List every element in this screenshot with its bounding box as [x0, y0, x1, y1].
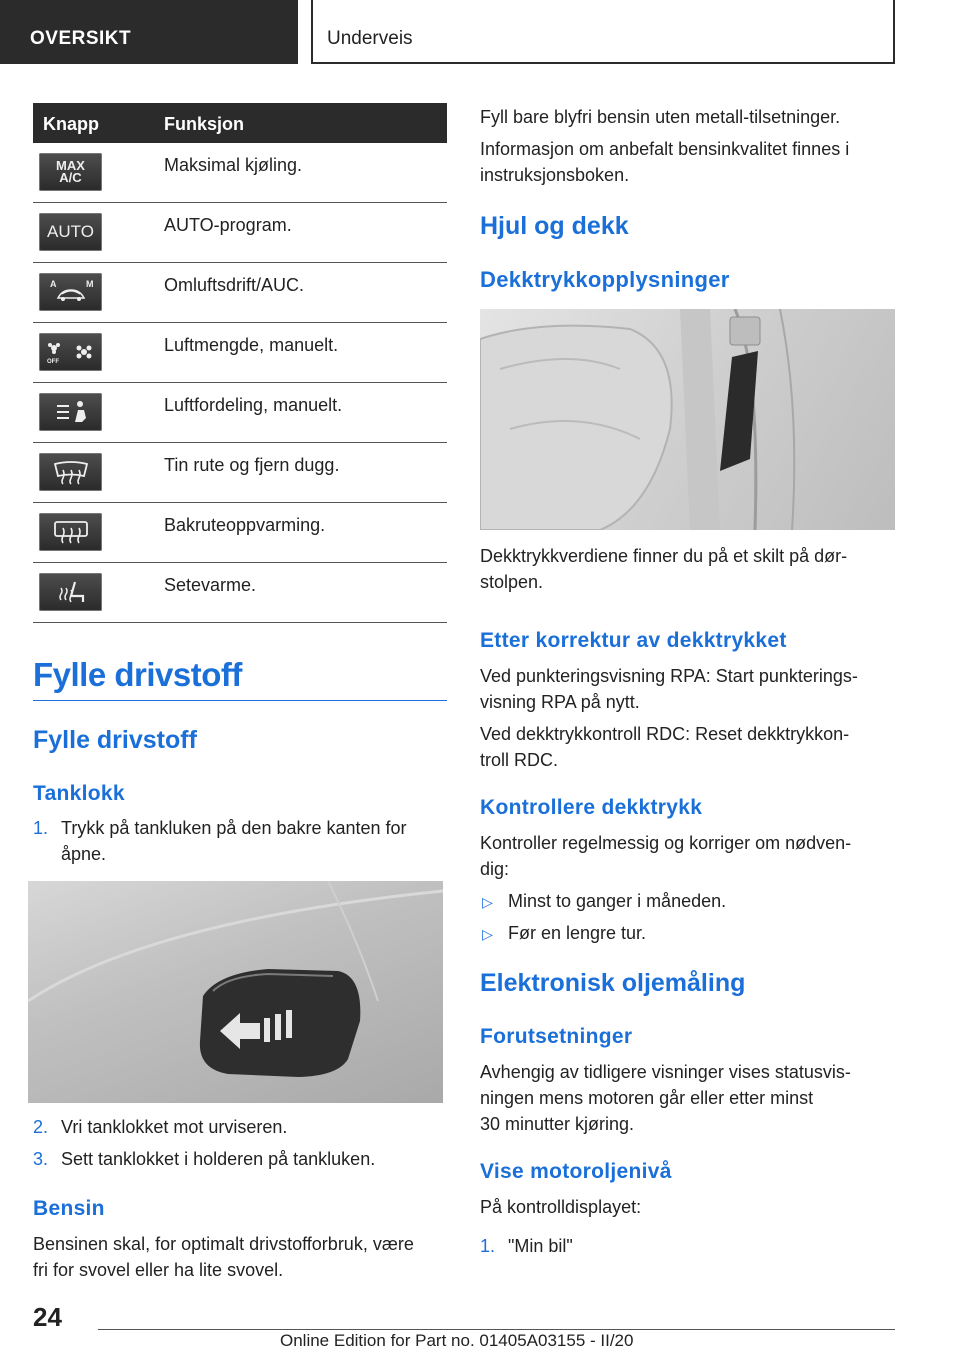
rpa-paragraph-line: Ved punkteringsvisning RPA: Start punkterings- — [480, 666, 858, 686]
step-number: 1. — [480, 1236, 496, 1256]
heading-bensin: Bensin — [33, 1197, 105, 1220]
step-number: 1. — [33, 818, 49, 838]
forutsetninger-paragraph-line: Avhengig av tidligere visninger vises statusvis- — [480, 1062, 851, 1082]
table-row — [33, 563, 447, 623]
bensin-paragraph-line: Bensinen skal, for optimalt drivstofforbruk, være — [33, 1234, 414, 1254]
step-number: 3. — [33, 1149, 49, 1169]
list-item — [480, 888, 895, 914]
list-item — [480, 920, 895, 946]
table-cell-function: AUTO-program. — [164, 215, 292, 235]
table-row — [33, 263, 447, 323]
chapter-tab-underveis[interactable]: Underveis — [311, 0, 895, 64]
list-item — [480, 1233, 895, 1259]
fan-speed-button-icon — [39, 333, 102, 371]
table-cell-function: Maksimal kjøling. — [164, 155, 303, 175]
heading-kontrollere-dekktrykk: Kontrollere dekktrykk — [480, 796, 703, 819]
bullet-text: Før en lengre tur. — [508, 923, 647, 943]
column-header-function: Funksjon — [164, 114, 244, 134]
heading-forutsetninger: Forutsetninger — [480, 1025, 633, 1048]
table-row — [33, 443, 447, 503]
paragraph-fuel-info-line: instruksjonsboken. — [480, 165, 630, 185]
recirculation-button-icon — [39, 273, 102, 311]
heading-vise-motoroljeniva: Vise motoroljenivå — [480, 1160, 672, 1183]
fuel-flap-illustration — [28, 881, 443, 1103]
svg-text:OFF: OFF — [46, 359, 59, 365]
chapter-title: Fylle drivstoff — [33, 656, 242, 693]
bullet-triangle-icon: ▷ — [482, 926, 493, 942]
auto-button-icon: AUTO — [39, 213, 102, 251]
step-text: "Min bil" — [508, 1236, 573, 1256]
table-row — [33, 503, 447, 563]
step-number: 2. — [33, 1117, 49, 1137]
column-header-button: Knapp — [43, 114, 99, 134]
rdc-paragraph-line: Ved dekktrykkontroll RDC: Reset dekktrykkon- — [480, 724, 850, 744]
svg-text:A: A — [49, 279, 56, 289]
table-row — [33, 203, 447, 263]
rpa-paragraph-line: visning RPA på nytt. — [480, 692, 640, 712]
air-distribution-button-icon — [39, 393, 102, 431]
forutsetninger-paragraph-line: 30 minutter kjøring. — [480, 1114, 635, 1134]
table-header — [33, 103, 447, 143]
footer-divider — [98, 1329, 895, 1330]
table-row — [33, 323, 447, 383]
table-cell-function: Luftfordeling, manuelt. — [164, 395, 343, 415]
step-text: Sett tanklokket i holderen på tankluken. — [61, 1149, 376, 1169]
section-heading-elektronisk-oljemaling: Elektronisk oljemåling — [480, 969, 746, 997]
heading-etter-korrektur: Etter korrektur av dekktrykket — [480, 629, 787, 652]
list-item — [33, 815, 447, 867]
bensin-paragraph-line: fri for svovel eller ha lite svovel. — [33, 1260, 284, 1280]
windshield-defrost-button-icon — [39, 453, 102, 491]
table-row — [33, 383, 447, 443]
kontrollere-paragraph-line: dig: — [480, 859, 510, 879]
bullet-text: Minst to ganger i måneden. — [508, 891, 727, 911]
forutsetninger-paragraph-line: ningen mens motoren går eller etter minst — [480, 1088, 814, 1108]
table-cell-function: Setevarme. — [164, 575, 257, 595]
svg-text:M: M — [85, 279, 93, 289]
heading-dekktrykkopplysninger: Dekktrykkopplysninger — [480, 267, 730, 292]
section-heading-fylle-drivstoff: Fylle drivstoff — [33, 726, 197, 754]
rear-window-defrost-button-icon — [39, 513, 102, 551]
section-tab-oversikt[interactable]: OVERSIKT — [0, 0, 298, 64]
table-cell-function: Luftmengde, manuelt. — [164, 335, 339, 355]
door-pillar-tire-label-illustration — [480, 309, 895, 530]
step-text: Trykk på tankluken på den bakre kanten for — [61, 818, 407, 838]
table-cell-function: Bakruteoppvarming. — [164, 515, 326, 535]
table-cell-function: Omluftsdrift/AUC. — [164, 275, 305, 295]
list-item — [33, 1146, 447, 1172]
paragraph-unleaded-fuel: Fyll bare blyfri bensin uten metall-tilsetninger. — [480, 107, 841, 127]
heading-tanklokk: Tanklokk — [33, 782, 125, 805]
image-caption-line: Dekktrykkverdiene finner du på et skilt på dør- — [480, 546, 848, 566]
max-ac-button-icon: MAX A/C — [39, 153, 102, 191]
seat-heating-button-icon — [39, 573, 102, 611]
bullet-triangle-icon: ▷ — [482, 894, 493, 910]
title-divider — [33, 700, 447, 701]
step-text: åpne. — [61, 844, 107, 864]
rdc-paragraph-line: troll RDC. — [480, 750, 559, 770]
kontrollere-paragraph-line: Kontroller regelmessig og korriger om nødven- — [480, 833, 852, 853]
table-cell-function: Tin rute og fjern dugg. — [164, 455, 340, 475]
section-heading-hjul-og-dekk: Hjul og dekk — [480, 212, 629, 240]
page-number: 24 — [33, 1302, 62, 1332]
paragraph-fuel-info-line: Informasjon om anbefalt bensinkvalitet finnes i — [480, 139, 850, 159]
table-row — [33, 143, 447, 203]
image-caption-line: stolpen. — [480, 572, 544, 592]
list-item — [33, 1114, 447, 1140]
footer-edition-text: Online Edition for Part no. 01405A03155 - II/20 — [280, 1331, 634, 1350]
controls-table — [33, 103, 447, 623]
step-text: Vri tanklokket mot urviseren. — [61, 1117, 288, 1137]
vise-paragraph: På kontrolldisplayet: — [480, 1197, 642, 1217]
